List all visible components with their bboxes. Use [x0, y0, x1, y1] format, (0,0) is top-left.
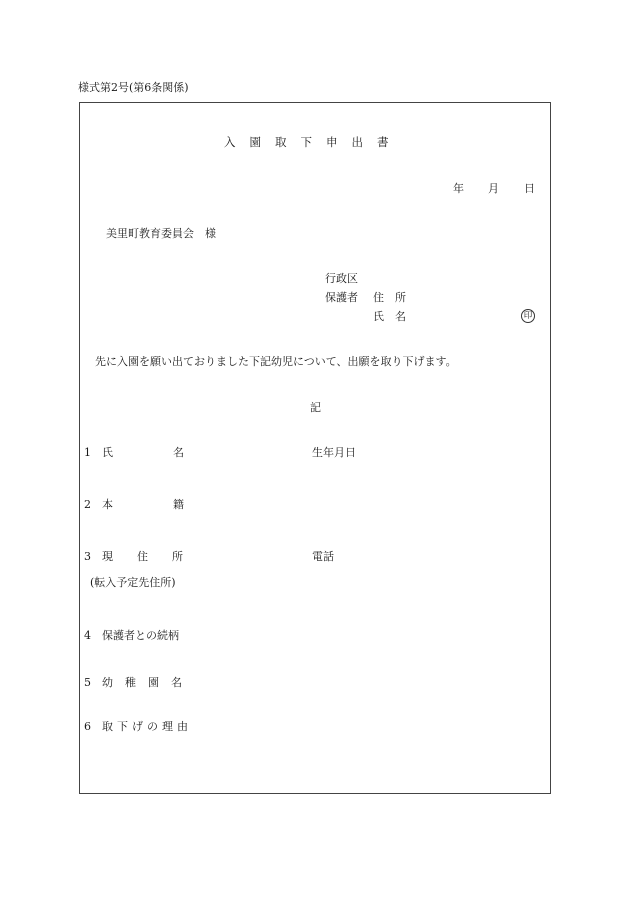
item-number: 1: [84, 446, 91, 459]
item-number: 5: [84, 676, 91, 689]
guardian-name-label: 氏 名: [373, 310, 406, 323]
item-relationship: [84, 630, 179, 641]
guardian-address-label: 住 所: [373, 291, 406, 304]
item-number: 6: [84, 720, 91, 733]
item-name: [84, 447, 244, 458]
item-number: 2: [84, 498, 91, 511]
birthdate-label: 生年月日: [312, 446, 356, 459]
body-text: 先に入園を願い出ておりました下記幼児について、出願を取り下げます。: [95, 355, 457, 368]
date-year-label: 年: [453, 182, 464, 195]
item-honseki: [84, 499, 244, 510]
item-label: 幼稚園名: [102, 676, 194, 689]
addressee: 美里町教育委員会 様: [106, 227, 216, 240]
item-label: 本籍: [102, 498, 244, 511]
document-title: 入園取下申出書: [224, 135, 403, 149]
item-label: 氏名: [102, 446, 244, 459]
date-day-label: 日: [524, 182, 535, 195]
district-label: 行政区: [325, 272, 358, 285]
ki-heading: 記: [310, 401, 321, 414]
date-month-label: 月: [488, 182, 499, 195]
item-label: 現住所: [102, 550, 207, 563]
item-label: 保護者との続柄: [102, 629, 179, 642]
item-kindergarten: [84, 677, 194, 688]
item-reason: [84, 721, 192, 732]
form-number-label: 様式第2号(第6条関係): [78, 81, 189, 94]
item-current-address: [84, 551, 207, 562]
seal-icon: 印: [521, 309, 535, 323]
item-number: 3: [84, 550, 91, 563]
item-number: 4: [84, 629, 91, 642]
guardian-label: 保護者: [325, 291, 358, 304]
item-current-address-sub: (転入予定先住所): [90, 576, 176, 589]
phone-label: 電話: [312, 550, 334, 563]
item-label: 取下げの理由: [102, 720, 192, 733]
